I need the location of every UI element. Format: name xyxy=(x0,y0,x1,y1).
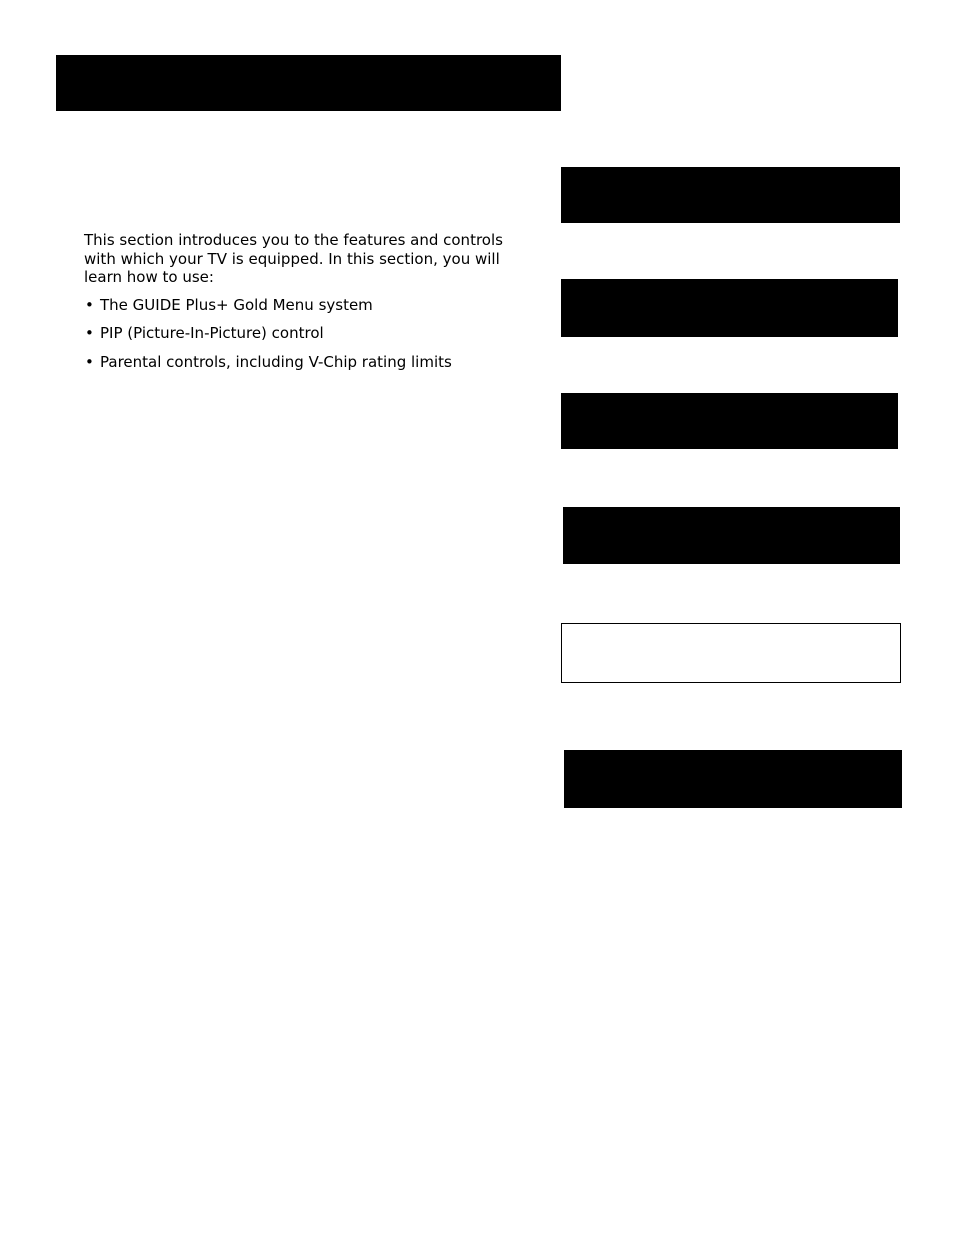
bullet-icon: • xyxy=(85,352,94,371)
list-item xyxy=(84,296,536,315)
list-item-text: The GUIDE Plus+ Gold Menu system xyxy=(100,295,373,314)
side-tab-4 xyxy=(563,507,900,564)
side-tab-5-outline xyxy=(561,623,901,683)
list-item xyxy=(84,324,536,343)
list-item xyxy=(84,353,536,372)
feature-list xyxy=(84,296,536,372)
bullet-icon: • xyxy=(85,324,94,342)
intro-paragraph: This section introduces you to the features and controls with which your TV is equipped. In this section, you will learn how to use: xyxy=(84,231,503,286)
header-title-bar xyxy=(56,55,561,111)
side-tab-1 xyxy=(561,167,900,223)
side-tab-2 xyxy=(561,279,898,337)
list-item-text: PIP (Picture-In-Picture) control xyxy=(100,324,324,342)
side-tab-6 xyxy=(564,750,902,808)
side-tab-3 xyxy=(561,393,898,449)
list-item-text: Parental controls, including V-Chip rating limits xyxy=(100,352,452,371)
intro-section xyxy=(84,231,536,381)
bullet-icon: • xyxy=(85,295,94,314)
